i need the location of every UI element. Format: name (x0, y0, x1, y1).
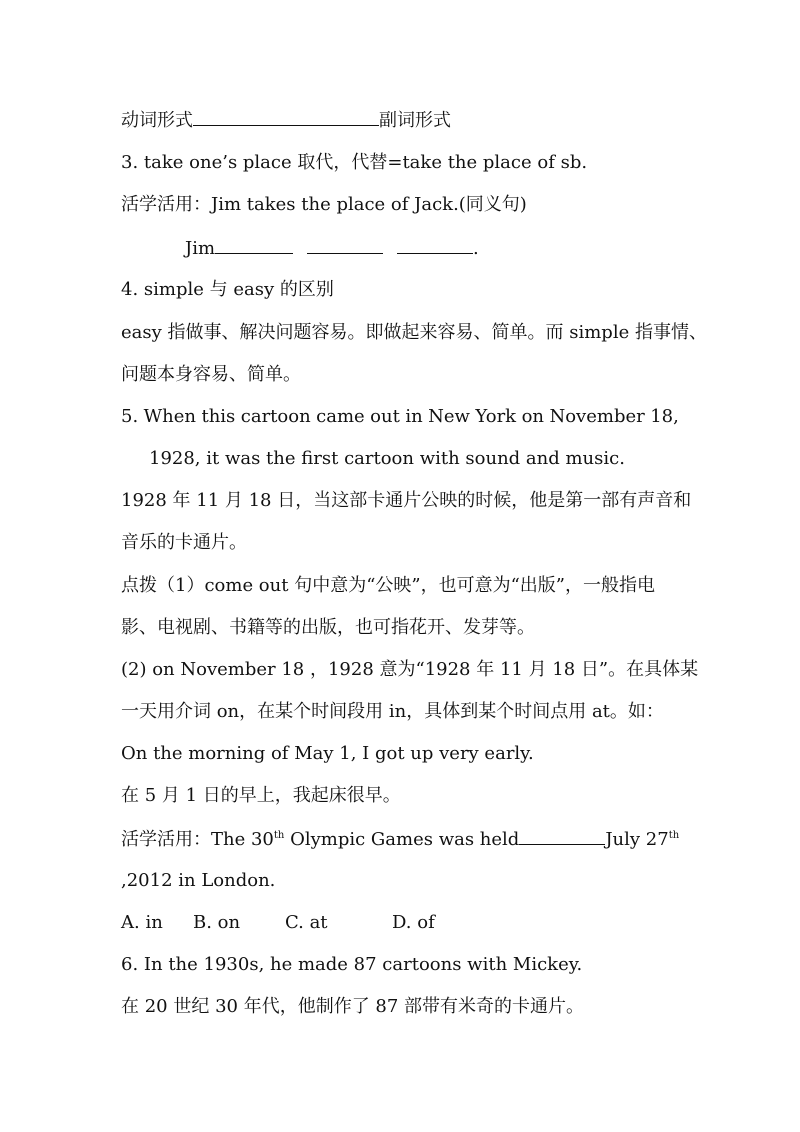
item-4-heading: 4. simple 与 easy 的区别 (121, 279, 334, 300)
item-5-sentence-line-1 (121, 404, 679, 430)
translation-text: 1928 年 11 月 18 日，当这部卡通片公映的时候，他是第一部有声音和 (121, 490, 692, 511)
tip-text: 点拨（1）come out 句中意为“公映”，也可意为“出版”，一般指电 (121, 575, 656, 596)
answer-blank[interactable] (193, 107, 379, 126)
option-d[interactable]: D. of (392, 912, 435, 933)
tip-text: (2) on November 18 ，1928 意为“1928 年 11 月 18 日”。在具体某 (121, 659, 699, 680)
answer-blank[interactable] (519, 826, 605, 845)
synonym-sentence-line (185, 235, 680, 262)
adverb-form-label: 副词形式 (379, 110, 451, 131)
word: November (549, 406, 645, 427)
word: on (521, 406, 544, 427)
exercise-prompt: 活学活用：Jim takes the place of Jack.(同义句) (121, 194, 527, 215)
word: When (143, 406, 196, 427)
translation-text: 音乐的卡通片。 (121, 532, 247, 553)
item-6-sentence: 6. In the 1930s, he made 87 cartoons with Mickey. (121, 954, 583, 975)
exercise-question (121, 826, 680, 853)
word: in (405, 406, 423, 427)
answer-blank-2[interactable] (307, 235, 383, 254)
word: 18, (650, 406, 679, 427)
answer-blank-3[interactable] (397, 235, 473, 254)
word: came (316, 406, 365, 427)
exercise-question: ,2012 in London. (121, 870, 276, 891)
question-text: July 27 (605, 829, 669, 850)
item-5-sentence-line-2: 1928, it was the first cartoon with sound and music. (149, 448, 625, 469)
tip-text: 影、电视剧、书籍等的出版，也可指花开、发芽等。 (121, 617, 535, 638)
verb-form-label: 动词形式 (121, 110, 193, 131)
question-text: Olympic Games was held (284, 829, 520, 850)
superscript: th (273, 830, 285, 841)
explanation-text: easy 指做事、解决问题容易。即做起来容易、简单。而 simple 指事情、 (121, 322, 707, 343)
option-b[interactable]: B. on (193, 912, 241, 933)
word: cartoon (240, 406, 311, 427)
word: 5. (121, 406, 139, 427)
option-a[interactable]: A. in (121, 912, 163, 933)
item-3-heading: 3. take one’s place 取代，代替=take the place of sb. (121, 152, 588, 173)
tip-text: 一天用介词 on，在某个时间段用 in，具体到某个时间点用 at。如： (121, 701, 664, 722)
example-translation: 在 5 月 1 日的早上，我起床很早。 (121, 785, 401, 806)
question-text: 活学活用：The 30 (121, 829, 274, 850)
answer-blank-1[interactable] (215, 235, 293, 254)
translation-text: 在 20 世纪 30 年代，他制作了 87 部带有米奇的卡通片。 (121, 996, 585, 1017)
explanation-text: 问题本身容易、简单。 (121, 364, 301, 385)
word: York (475, 406, 517, 427)
example-sentence: On the morning of May 1, I got up very early. (121, 743, 534, 764)
word: New (428, 406, 470, 427)
sentence-start: Jim (185, 238, 216, 259)
word: out (370, 406, 400, 427)
sentence-period: . (473, 238, 479, 259)
superscript: th (668, 830, 680, 841)
verb-adverb-form-line (121, 107, 680, 134)
word: this (201, 406, 236, 427)
option-c[interactable]: C. at (285, 912, 328, 933)
